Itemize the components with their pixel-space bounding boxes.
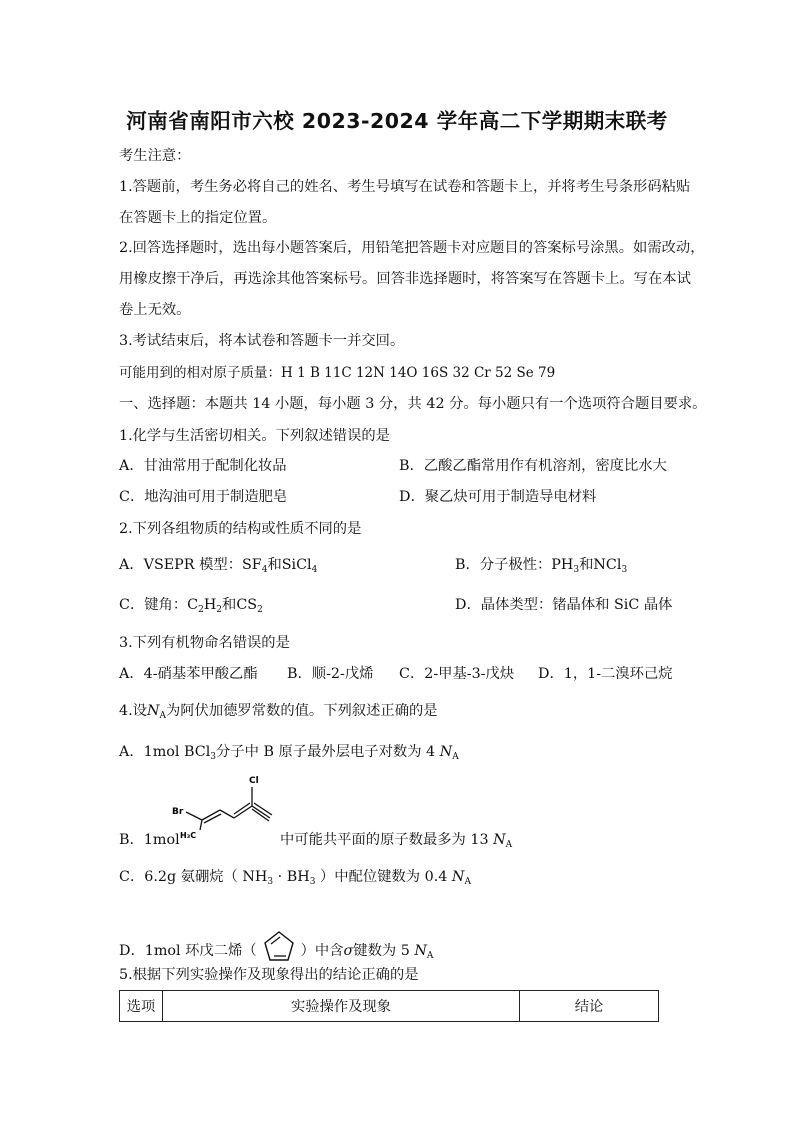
q5-stem: 5.根据下列实验操作及现象得出的结论正确的是 [119,967,419,983]
atomic-masses: 可能用到的相对原子质量：H 1 B 11C 12N 14O 16S 32 Cr 52 Se 79 [119,365,556,381]
bond-lines [186,787,272,830]
q3-option-b: B．顺-2-戊烯 [287,666,374,682]
q2-option-a: A．VSEPR 模型：$SF_4$和SiCl$_4$ [119,557,318,575]
header-operation: 实验操作及现象 [163,991,520,1022]
br-atom-label: Br [172,807,184,817]
notice-1a: 1.答题前，考生务必将自己的姓名、考生号填写在试卷和答题卡上，并将考生号条形码粘贴 [119,179,691,195]
table-header-row [120,991,659,1022]
q2-option-b: B．分子极性：$PH_3$和NCl$_3$ [455,557,628,575]
q4-stem: 4.设$N_A$为阿伏加德罗常数的值。下列叙述正确的是 [119,703,438,721]
q4-option-c: C．6.2g 氨硼烷（ $NH_3 \cdot BH_3$ ）中配位键数为 0.4 $N_A$ [119,869,471,887]
h3c-group-label: H₃C [180,831,197,840]
cyclopentadiene-structure-image [257,927,301,967]
notice-heading: 考生注意： [119,148,191,164]
q2-option-d: D．晶体类型：锗晶体和 SiC 晶体 [455,597,673,613]
page-title: 河南省南阳市六校 2023-2024 学年高二下学期期末联考 [126,109,668,133]
q4-option-b: B．1mol [119,832,180,848]
q3-stem: 3.下列有机物命名错误的是 [119,635,290,651]
q4-option-a: A．1mol BCl$_3$分子中 B 原子最外层电子对数为 4 $N_A$ [119,744,459,762]
q5-table [119,990,659,1022]
q1-option-c: C．地沟油可用于制造肥皂 [119,489,288,505]
notice-1b: 在答题卡上的指定位置。 [119,210,277,226]
q2-option-c: C．键角：$C_2H_2$和$CS_2$ [119,597,263,615]
bromo-chloro-enyne-structure-image [168,770,278,842]
q4-option-d: D．1mol 环戊二烯（ ）中含σ键数为 5 $N_A$ [119,927,433,967]
notice-2b: 用橡皮擦干净后，再选涂其他答案标号。回答非选择题时，将答案写在答题卡上。写在本试 [119,271,691,287]
notice-2c: 卷上无效。 [119,302,191,318]
cl-atom-label: Cl [249,776,259,786]
header-option: 选项 [120,991,163,1022]
q2-stem: 2.下列各组物质的结构或性质不同的是 [119,521,362,537]
q1-option-a: A．甘油常用于配制化妆品 [119,458,287,474]
section-heading: 一、选择题：本题共 14 小题，每小题 3 分，共 42 分。每小题只有一个选项符合题目要求。 [119,396,707,412]
q1-stem: 1.化学与生活密切相关。下列叙述错误的是 [119,428,390,444]
q1-option-d: D．聚乙炔可用于制造导电材料 [399,489,597,505]
q4-option-b-text: 中可能共平面的原子数最多为 13 $N_A$ [280,832,513,850]
q3-option-d: D．1，1-二溴环己烷 [538,666,673,682]
notice-2a: 2.回答选择题时，选出每小题答案后，用铅笔把答题卡对应题目的答案标号涂黑。如需改动， [119,240,705,256]
q3-option-a: A．4-硝基苯甲酸乙酯 [119,666,258,682]
q3-option-c: C．2-甲基-3-戊炔 [399,666,515,682]
notice-3: 3.考试结束后，将本试卷和答题卡一并交回。 [119,333,405,349]
header-conclusion: 结论 [520,991,659,1022]
q1-option-b: B．乙酸乙酯常用作有机溶剂，密度比水大 [399,458,667,474]
